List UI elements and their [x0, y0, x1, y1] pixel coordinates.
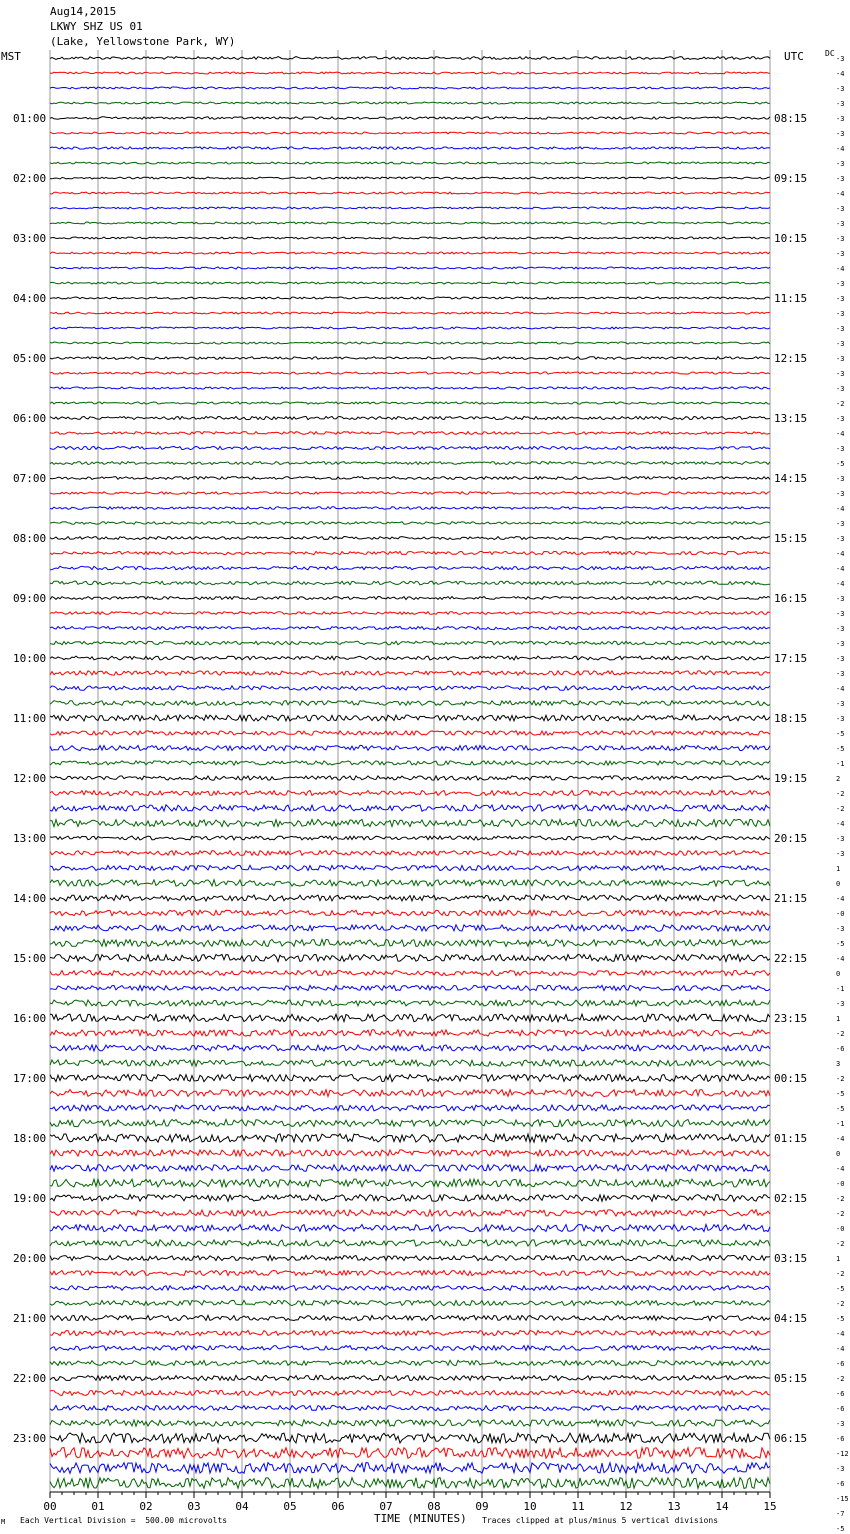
left-hour-label: 14:00	[13, 892, 47, 905]
dc-offset-value: 0	[836, 970, 841, 978]
trace-line	[50, 1195, 770, 1202]
trace-line	[50, 910, 770, 916]
right-hour-label: 08:15	[774, 112, 808, 125]
left-hour-label: 04:00	[13, 292, 47, 305]
left-hour-label: 07:00	[13, 472, 47, 485]
trace-line	[50, 671, 770, 675]
dc-offset-value: -0	[836, 1180, 845, 1188]
trace-line	[50, 1090, 770, 1097]
dc-offset-value: -2	[836, 1195, 845, 1203]
trace-line	[50, 1000, 770, 1006]
dc-offset-value: 2	[836, 775, 841, 783]
dc-offset-value: -4	[836, 430, 845, 438]
left-hour-label: 08:00	[13, 532, 47, 545]
right-hour-label: 03:15	[774, 1252, 808, 1265]
left-hour-label: 03:00	[13, 232, 47, 245]
dc-offset-value: -4	[836, 580, 845, 588]
x-tick-label: 04	[235, 1500, 249, 1513]
trace-line	[50, 402, 770, 404]
dc-offset-value: -6	[836, 1480, 845, 1488]
dc-offset-value: -3	[836, 700, 845, 708]
trace-line	[50, 925, 770, 931]
dc-offset-value: -3	[836, 850, 845, 858]
trace-line	[50, 1120, 770, 1127]
dc-offset-value: -3	[836, 250, 845, 258]
dc-label: DC	[825, 49, 835, 58]
dc-offset-value: -5	[836, 1285, 845, 1293]
trace-line	[50, 312, 770, 314]
dc-offset-value: -6	[836, 1405, 845, 1413]
trace-line	[50, 1060, 770, 1066]
dc-offset-value: -3	[836, 160, 845, 168]
trace-line	[50, 522, 770, 525]
trace-line	[50, 147, 770, 149]
trace-line	[50, 162, 770, 164]
trace-line	[50, 1286, 770, 1291]
left-hour-label: 10:00	[13, 652, 47, 665]
x-tick-label: 15	[763, 1500, 777, 1513]
dc-offset-value: -4	[836, 505, 845, 513]
trace-line	[50, 1074, 770, 1081]
dc-offset-value: -4	[836, 820, 845, 828]
dc-offset-value: -3	[836, 490, 845, 498]
trace-line	[50, 416, 770, 419]
trace-line	[50, 327, 770, 329]
trace-line	[50, 372, 770, 374]
dc-offset-value: -3	[836, 925, 845, 933]
dc-offset-value: -3	[836, 235, 845, 243]
dc-offset-labels	[836, 55, 849, 1534]
trace-line	[50, 87, 770, 89]
trace-line	[50, 57, 770, 60]
left-hour-label: 21:00	[13, 1312, 47, 1325]
trace-line	[50, 537, 770, 540]
trace-line	[50, 1390, 770, 1395]
dc-offset-value: -3	[836, 100, 845, 108]
trace-line	[50, 222, 770, 224]
trace-line	[50, 1030, 770, 1036]
dc-offset-value: 1	[836, 865, 841, 873]
trace-line	[50, 462, 770, 465]
trace-line	[50, 790, 770, 795]
right-hour-label: 18:15	[774, 712, 808, 725]
dc-offset-value: -2	[836, 1030, 845, 1038]
right-hour-label: 00:15	[774, 1072, 808, 1085]
dc-offset-value: -3	[836, 655, 845, 663]
dc-offset-value: -0	[836, 1225, 845, 1233]
dc-offset-value: -2	[836, 1270, 845, 1278]
dc-offset-value: -3	[836, 85, 845, 93]
dc-offset-value: -4	[836, 955, 845, 963]
dc-offset-value: -5	[836, 730, 845, 738]
scale-note: Each Vertical Division = 500.00 microvolts	[20, 1516, 228, 1525]
trace-line	[50, 282, 770, 284]
dc-offset-value: 0	[836, 880, 841, 888]
right-hour-label: 02:15	[774, 1192, 808, 1205]
trace-line	[50, 237, 770, 239]
dc-offset-value: -3	[836, 220, 845, 228]
trace-line	[50, 715, 770, 721]
left-hour-label: 18:00	[13, 1132, 47, 1145]
trace-line	[50, 1405, 770, 1410]
dc-offset-value: -12	[836, 1450, 849, 1458]
dc-offset-value: -3	[836, 1465, 845, 1473]
dc-offset-value: -4	[836, 565, 845, 573]
trace-line	[50, 432, 770, 435]
right-timezone-label: UTC	[784, 50, 804, 63]
trace-line	[50, 641, 770, 645]
x-tick-label: 11	[571, 1500, 585, 1513]
trace-line	[50, 731, 770, 735]
dc-offset-value: -4	[836, 1345, 845, 1353]
header-station: LKWY SHZ US 01	[50, 20, 143, 33]
dc-offset-value: -5	[836, 940, 845, 948]
right-hour-label: 13:15	[774, 412, 808, 425]
dc-offset-value: -2	[836, 1210, 845, 1218]
left-hour-label: 20:00	[13, 1252, 47, 1265]
dc-offset-value: -4	[836, 190, 845, 198]
trace-line	[50, 1330, 770, 1335]
dc-offset-value: -3	[836, 1000, 845, 1008]
trace-line	[50, 551, 770, 554]
x-tick-label: 14	[715, 1500, 729, 1513]
trace-line	[50, 566, 770, 569]
trace-line	[50, 1448, 770, 1459]
trace-line	[50, 745, 770, 750]
dc-offset-value: -6	[836, 1435, 845, 1443]
trace-line	[50, 776, 770, 780]
trace-line	[50, 477, 770, 480]
right-hour-label: 11:15	[774, 292, 808, 305]
trace-line	[50, 1045, 770, 1051]
left-hour-label: 11:00	[13, 712, 47, 725]
dc-offset-value: -3	[836, 415, 845, 423]
dc-offset-value: 1	[836, 1015, 841, 1023]
dc-offset-value: -3	[836, 445, 845, 453]
trace-line	[50, 701, 770, 706]
dc-offset-value: -5	[836, 460, 845, 468]
corner-mark: M	[1, 1518, 6, 1526]
dc-offset-value: -2	[836, 805, 845, 813]
x-tick-label: 05	[283, 1500, 297, 1513]
dc-offset-value: -15	[836, 1495, 849, 1503]
trace-line	[50, 1300, 770, 1305]
trace-line	[50, 761, 770, 765]
trace-line	[50, 252, 770, 254]
dc-offset-value: -3	[836, 475, 845, 483]
trace-line	[50, 985, 770, 990]
trace-line	[50, 656, 770, 660]
dc-offset-value: -1	[836, 985, 845, 993]
x-tick-label: 02	[139, 1500, 153, 1513]
trace-line	[50, 1463, 770, 1474]
trace-line	[50, 357, 770, 360]
dc-offset-value: -4	[836, 895, 845, 903]
left-hour-label: 02:00	[13, 172, 47, 185]
header-date: Aug14,2015	[50, 5, 117, 18]
left-hour-label: 12:00	[13, 772, 47, 785]
trace-line	[50, 1224, 770, 1231]
right-hour-label: 19:15	[774, 772, 808, 785]
left-hour-label: 13:00	[13, 832, 47, 845]
trace-line	[50, 686, 770, 690]
x-tick-label: 08	[427, 1500, 441, 1513]
dc-offset-value: -3	[836, 535, 845, 543]
right-hour-label: 15:15	[774, 532, 808, 545]
clip-note: Traces clipped at plus/minus 5 vertical divisions	[482, 1516, 719, 1525]
dc-offset-value: -4	[836, 70, 845, 78]
trace-line	[50, 1210, 770, 1216]
trace-line	[50, 1478, 770, 1489]
left-hour-labels	[13, 112, 46, 1445]
dc-offset-value: -5	[836, 745, 845, 753]
minute-grid	[50, 50, 770, 1493]
left-hour-label: 15:00	[13, 952, 47, 965]
trace-line	[50, 612, 770, 615]
dc-offset-value: -3	[836, 205, 845, 213]
dc-offset-value: -3	[836, 280, 845, 288]
right-hour-label: 23:15	[774, 1012, 808, 1025]
right-hour-label: 01:15	[774, 1132, 808, 1145]
dc-offset-value: -4	[836, 265, 845, 273]
trace-line	[50, 1105, 770, 1111]
dc-offset-value: -3	[836, 370, 845, 378]
trace-line	[50, 939, 770, 946]
trace-line	[50, 581, 770, 585]
left-hour-label: 23:00	[13, 1432, 47, 1445]
right-hour-label: 09:15	[774, 172, 808, 185]
dc-offset-value: -3	[836, 1420, 845, 1428]
trace-line	[50, 1134, 770, 1142]
dc-offset-value: -6	[836, 1390, 845, 1398]
trace-line	[50, 297, 770, 299]
left-hour-label: 19:00	[13, 1192, 47, 1205]
dc-offset-value: -3	[836, 715, 845, 723]
dc-offset-value: 0	[836, 1150, 841, 1158]
trace-line	[50, 1433, 770, 1443]
trace-line	[50, 1150, 770, 1156]
dc-offset-value: -2	[836, 790, 845, 798]
dc-offset-value: -4	[836, 145, 845, 153]
left-hour-label: 22:00	[13, 1372, 47, 1385]
dc-offset-value: -2	[836, 1375, 845, 1383]
dc-offset-value: 3	[836, 1060, 841, 1068]
left-timezone-label: MST	[1, 50, 21, 63]
trace-line	[50, 446, 770, 449]
trace-line	[50, 1375, 770, 1380]
x-tick-label: 07	[379, 1500, 393, 1513]
trace-line	[50, 102, 770, 104]
right-hour-label: 05:15	[774, 1372, 808, 1385]
right-hour-label: 21:15	[774, 892, 808, 905]
trace-line	[50, 819, 770, 826]
trace-line	[50, 267, 770, 269]
trace-line	[50, 1165, 770, 1172]
dc-offset-value: -3	[836, 520, 845, 528]
x-tick-label: 00	[43, 1500, 57, 1513]
dc-offset-value: -3	[836, 640, 845, 648]
left-hour-label: 06:00	[13, 412, 47, 425]
dc-offset-value: -3	[836, 610, 845, 618]
trace-line	[50, 387, 770, 389]
x-tick-label: 03	[187, 1500, 201, 1513]
x-tick-label: 12	[619, 1500, 633, 1513]
trace-line	[50, 342, 770, 344]
right-hour-labels	[774, 112, 807, 1445]
dc-offset-value: -2	[836, 1240, 845, 1248]
right-hour-label: 22:15	[774, 952, 808, 965]
x-tick-label: 01	[91, 1500, 105, 1513]
dc-offset-value: -3	[836, 130, 845, 138]
left-hour-label: 16:00	[13, 1012, 47, 1025]
dc-offset-value: -4	[836, 685, 845, 693]
x-tick-label: 13	[667, 1500, 681, 1513]
trace-line	[50, 895, 770, 901]
dc-offset-value: -5	[836, 1525, 845, 1533]
trace-line	[50, 954, 770, 961]
dc-offset-value: -5	[836, 1105, 845, 1113]
trace-line	[50, 1179, 770, 1187]
dc-offset-value: -3	[836, 595, 845, 603]
dc-offset-value: -4	[836, 1135, 845, 1143]
trace-line	[50, 1255, 770, 1260]
dc-offset-value: -4	[836, 1330, 845, 1338]
trace-line	[50, 1240, 770, 1246]
right-hour-label: 04:15	[774, 1312, 808, 1325]
left-hour-label: 17:00	[13, 1072, 47, 1085]
trace-line	[50, 117, 770, 119]
left-hour-label: 05:00	[13, 352, 47, 365]
right-hour-label: 14:15	[774, 472, 808, 485]
trace-line	[50, 1346, 770, 1351]
trace-line	[50, 207, 770, 209]
dc-offset-value: -6	[836, 1045, 845, 1053]
dc-offset-value: -3	[836, 340, 845, 348]
trace-line	[50, 836, 770, 840]
trace-line	[50, 177, 770, 179]
trace-line	[50, 851, 770, 856]
dc-offset-value: -3	[836, 310, 845, 318]
right-hour-label: 20:15	[774, 832, 808, 845]
trace-line	[50, 492, 770, 495]
dc-offset-value: -1	[836, 760, 845, 768]
dc-offset-value: -3	[836, 355, 845, 363]
trace-line	[50, 597, 770, 600]
right-hour-label: 10:15	[774, 232, 808, 245]
trace-line	[50, 192, 770, 194]
trace-line	[50, 865, 770, 870]
trace-line	[50, 970, 770, 975]
time-axis	[43, 1492, 776, 1513]
dc-offset-value: -3	[836, 385, 845, 393]
trace-line	[50, 1270, 770, 1275]
trace-line	[50, 1014, 770, 1022]
left-hour-label: 01:00	[13, 112, 47, 125]
dc-offset-value: -3	[836, 625, 845, 633]
dc-offset-value: -6	[836, 1360, 845, 1368]
dc-offset-value: -0	[836, 910, 845, 918]
dc-offset-value: -5	[836, 1315, 845, 1323]
dc-offset-value: -3	[836, 295, 845, 303]
dc-offset-value: -2	[836, 400, 845, 408]
dc-offset-value: -3	[836, 55, 845, 63]
right-hour-label: 17:15	[774, 652, 808, 665]
x-tick-label: 09	[475, 1500, 489, 1513]
right-hour-label: 16:15	[774, 592, 808, 605]
trace-line	[50, 72, 770, 74]
right-hour-label: 12:15	[774, 352, 808, 365]
dc-offset-value: -2	[836, 1300, 845, 1308]
trace-line	[50, 805, 770, 811]
dc-offset-value: -2	[836, 1075, 845, 1083]
dc-offset-value: -3	[836, 670, 845, 678]
trace-line	[50, 626, 770, 629]
dc-offset-value: -1	[836, 1120, 845, 1128]
dc-offset-value: -3	[836, 835, 845, 843]
trace-line	[50, 132, 770, 134]
header-location: (Lake, Yellowstone Park, WY)	[50, 35, 236, 48]
dc-offset-value: -5	[836, 1090, 845, 1098]
x-axis-title: TIME (MINUTES)	[374, 1512, 467, 1525]
trace-line	[50, 507, 770, 510]
left-hour-label: 09:00	[13, 592, 47, 605]
x-tick-label: 10	[523, 1500, 537, 1513]
dc-offset-value: -4	[836, 550, 845, 558]
dc-offset-value: -3	[836, 175, 845, 183]
seismic-traces	[50, 57, 770, 1489]
dc-offset-value: -7	[836, 1510, 845, 1518]
dc-offset-value: -3	[836, 325, 845, 333]
x-tick-label: 06	[331, 1500, 345, 1513]
dc-offset-value: 1	[836, 1255, 841, 1263]
dc-offset-value: -4	[836, 1165, 845, 1173]
trace-line	[50, 1360, 770, 1365]
right-hour-label: 06:15	[774, 1432, 808, 1445]
dc-offset-value: -3	[836, 115, 845, 123]
trace-line	[50, 1315, 770, 1320]
trace-line	[50, 880, 770, 886]
trace-line	[50, 1420, 770, 1426]
